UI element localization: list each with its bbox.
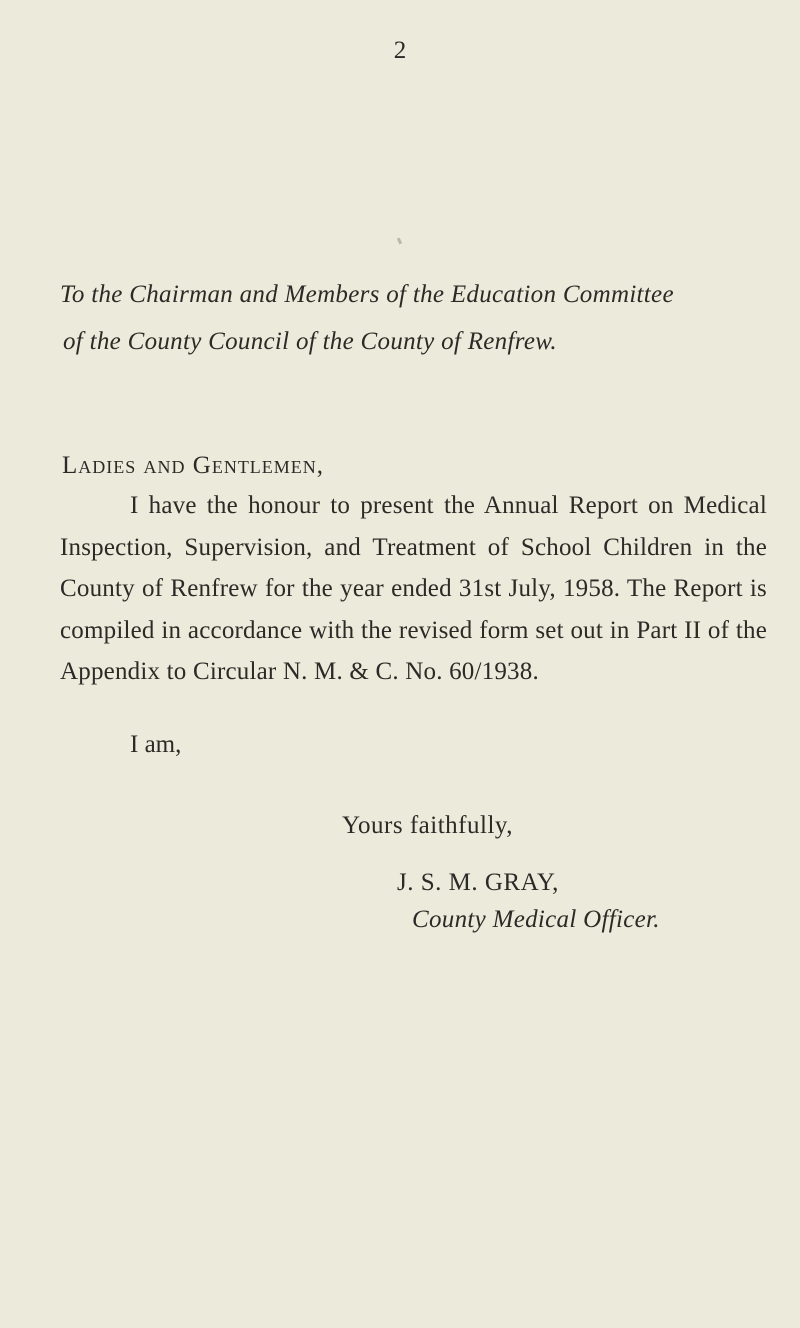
closing-i-am: I am,: [130, 731, 182, 758]
address-line-1: To the Chairman and Members of the Education Committee: [60, 281, 674, 308]
stray-ink-mark: [397, 238, 402, 245]
letter-body: I have the honour to present the Annual Report on Medical Inspection, Supervision, and Treatment of School Children in the County of Renfrew for the year ended 31st July, 1958. The Report is compiled in accordance with the revised form set out in Part II of the Appendix to Circular N. M. & C. No. 60/1938.: [60, 492, 767, 685]
salutation: Ladies and Gentlemen,: [62, 452, 325, 479]
page-number: 2: [393, 37, 407, 64]
closing-yours-faithfully: Yours faithfully,: [342, 812, 514, 839]
address-line-2: of the County Council of the County of Renfrew.: [63, 328, 557, 355]
signature-name: J. S. M. GRAY,: [397, 869, 559, 896]
signature-title: County Medical Officer.: [412, 906, 660, 933]
